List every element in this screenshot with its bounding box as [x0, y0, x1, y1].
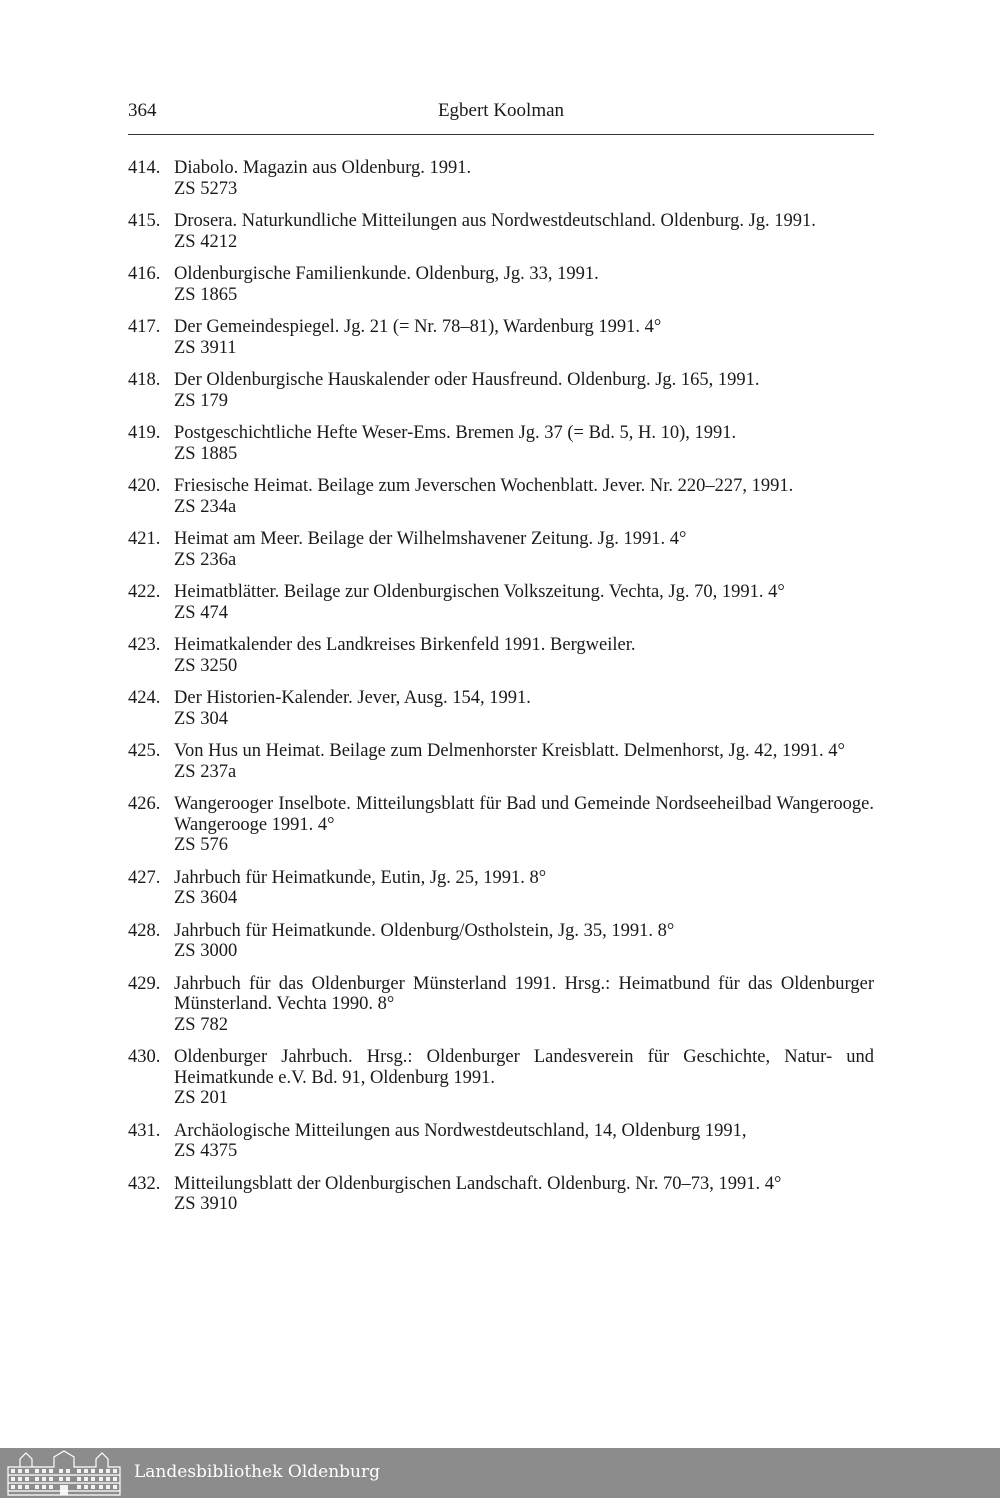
list-item — [128, 1121, 874, 1162]
entry-title: Oldenburgische Familienkunde. Oldenburg, Jg. 33, 1991. — [174, 264, 599, 284]
entry-shelfmark: ZS 3604 — [174, 888, 238, 908]
list-item — [128, 476, 874, 517]
entry-title: Postgeschichtliche Hefte Weser-Ems. Bremen Jg. 37 (= Bd. 5, H. 10), 1991. — [174, 423, 737, 443]
entry-shelfmark: ZS 236a — [174, 549, 237, 570]
entry-title: Jahrbuch für Heimatkunde, Eutin, Jg. 25, 1991. 8° — [174, 867, 547, 888]
entry-title: Der Oldenburgische Hauskalender oder Hausfreund. Oldenburg. Jg. 165, 1991. — [174, 370, 760, 390]
page-number: 364 — [128, 100, 157, 121]
running-head: Egbert Koolman — [437, 100, 565, 121]
entry-shelfmark: ZS 3910 — [174, 1194, 238, 1214]
list-item — [128, 1047, 874, 1109]
entry-title: Diabolo. Magazin aus Oldenburg. 1991. — [174, 158, 472, 178]
entry-title: Drosera. Naturkundliche Mitteilungen aus Nordwestdeutschland. Oldenburg. Jg. 1991. — [174, 211, 816, 231]
entry-shelfmark: ZS 304 — [174, 708, 228, 729]
entry-number: 416. — [128, 264, 161, 284]
entry-number: 432. — [128, 1173, 161, 1194]
entry-number: 422. — [128, 582, 161, 602]
entry-shelfmark: ZS 4375 — [174, 1141, 238, 1161]
entry-title: Heimatblätter. Beilage zur Oldenburgischen Volkszeitung. Vechta, Jg. 70, 1991. 4° — [174, 582, 785, 602]
entry-title: Jahrbuch für das Oldenburger Münsterland 1991. Hrsg.: Heimatbund für das Oldenburger Münsterland. Vechta 1990. 8° — [174, 973, 874, 1014]
list-item — [128, 317, 874, 358]
list-item — [128, 688, 874, 729]
entry-title: Mitteilungsblatt der Oldenburgischen Landschaft. Oldenburg. Nr. 70–73, 1991. 4° — [174, 1173, 782, 1194]
entry-number: 417. — [128, 317, 161, 337]
entry-number: 419. — [128, 423, 161, 443]
list-item — [128, 794, 874, 856]
entry-number: 421. — [128, 529, 161, 549]
entry-title: Wangerooger Inselbote. Mitteilungsblatt für Bad und Gemeinde Nordseeheilbad Wangerooge. Wangerooge 1991. 4° — [174, 794, 874, 835]
entry-shelfmark: ZS 3911 — [174, 337, 237, 358]
entry-title: Heimat am Meer. Beilage der Wilhelmshavener Zeitung. Jg. 1991. 4° — [174, 529, 687, 549]
entry-title: Der Historien-Kalender. Jever, Ausg. 154, 1991. — [174, 688, 531, 708]
entry-number: 414. — [128, 158, 161, 178]
page-header — [128, 98, 874, 135]
entry-shelfmark: ZS 5273 — [174, 178, 238, 199]
list-item — [128, 635, 874, 676]
entry-number: 428. — [128, 920, 161, 941]
entry-shelfmark: ZS 201 — [174, 1088, 228, 1108]
entry-number: 424. — [128, 688, 161, 708]
bibliography-list — [128, 158, 874, 1227]
library-building-icon — [4, 1449, 124, 1497]
list-item — [128, 423, 874, 464]
list-item — [128, 158, 874, 199]
entry-shelfmark: ZS 234a — [174, 496, 237, 517]
entry-number: 415. — [128, 211, 161, 231]
entry-number: 431. — [128, 1120, 161, 1141]
entry-shelfmark: ZS 1885 — [174, 443, 238, 464]
list-item — [128, 741, 874, 782]
entry-shelfmark: ZS 4212 — [174, 231, 238, 252]
list-item — [128, 370, 874, 411]
entry-title: Friesische Heimat. Beilage zum Jeverschen Wochenblatt. Jever. Nr. 220–227, 1991. — [174, 476, 794, 496]
footer-bar — [0, 1448, 1000, 1498]
entry-title: Von Hus un Heimat. Beilage zum Delmenhorster Kreisblatt. Delmenhorst, Jg. 42, 1991. 4° — [174, 741, 845, 761]
list-item — [128, 582, 874, 623]
list-item — [128, 921, 874, 962]
entry-title: Oldenburger Jahrbuch. Hrsg.: Oldenburger Landesverein für Geschichte, Natur- und Heimatkunde e.V. Bd. 91, Oldenburg 1991. — [174, 1047, 874, 1088]
entry-number: 420. — [128, 476, 161, 496]
entry-title: Heimatkalender des Landkreises Birkenfeld 1991. Bergweiler. — [174, 635, 636, 655]
list-item — [128, 974, 874, 1036]
entry-number: 418. — [128, 370, 161, 390]
entry-shelfmark: ZS 179 — [174, 390, 228, 411]
entry-number: 423. — [128, 635, 161, 655]
entry-title: Jahrbuch für Heimatkunde. Oldenburg/Ostholstein, Jg. 35, 1991. 8° — [174, 920, 675, 941]
entry-shelfmark: ZS 474 — [174, 602, 228, 623]
list-item — [128, 211, 874, 252]
entry-number: 425. — [128, 741, 161, 761]
entry-shelfmark: ZS 1865 — [174, 284, 238, 305]
entry-number: 427. — [128, 867, 161, 888]
entry-title: Der Gemeindespiegel. Jg. 21 (= Nr. 78–81), Wardenburg 1991. 4° — [174, 317, 662, 337]
entry-shelfmark: ZS 576 — [174, 835, 228, 855]
entry-number: 426. — [128, 794, 161, 814]
entry-shelfmark: ZS 3250 — [174, 655, 238, 676]
entry-number: 430. — [128, 1047, 161, 1067]
entry-shelfmark: ZS 237a — [174, 761, 237, 782]
entry-number: 429. — [128, 973, 161, 994]
list-item — [128, 529, 874, 570]
library-name: Landesbibliothek Oldenburg — [134, 1462, 381, 1482]
list-item — [128, 264, 874, 305]
entry-shelfmark: ZS 782 — [174, 1014, 228, 1035]
entry-shelfmark: ZS 3000 — [174, 941, 238, 961]
list-item — [128, 1174, 874, 1215]
entry-title: Archäologische Mitteilungen aus Nordwestdeutschland, 14, Oldenburg 1991, — [174, 1120, 747, 1141]
list-item — [128, 868, 874, 909]
